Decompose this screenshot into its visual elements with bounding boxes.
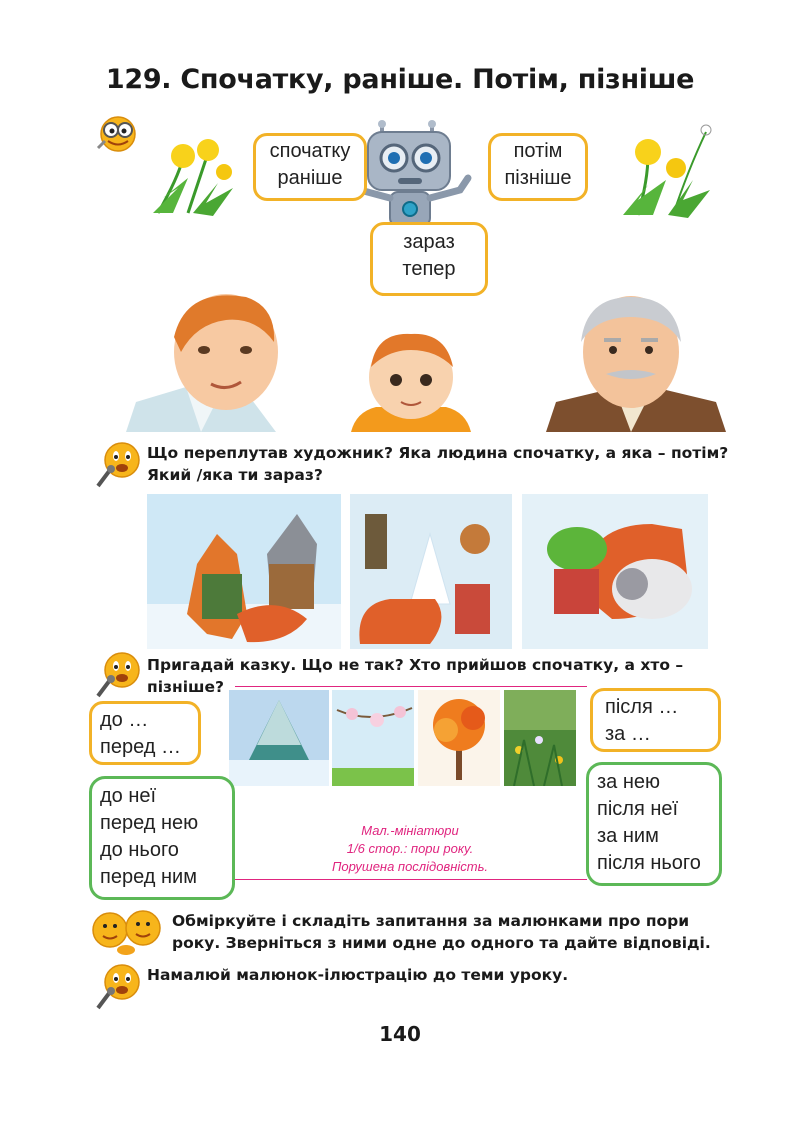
label-now-box	[370, 222, 488, 296]
after-phrase-2: після неї	[597, 798, 679, 820]
summer-image	[504, 690, 576, 786]
after-prepositions-box	[590, 688, 721, 752]
before-phrase-2: перед нею	[100, 812, 199, 834]
smiley-microphone-icon	[90, 650, 145, 700]
label-before-box	[253, 133, 367, 201]
before-phrase-3: до нього	[100, 839, 179, 861]
winter-image	[229, 690, 329, 786]
before-prepositions-line-1: до …	[100, 709, 149, 731]
fairy-tale-mitten-image	[350, 494, 512, 649]
after-prepositions-line-2: за …	[605, 723, 651, 745]
caption-line-2: 1/6 стор.: пори року.	[346, 841, 474, 856]
label-after-box	[488, 133, 588, 201]
caption-line-3: Порушена послідовність.	[331, 859, 489, 874]
page-number: 140	[379, 1022, 421, 1046]
smiley-microphone-icon	[90, 440, 145, 490]
smiley-microphone-icon	[90, 962, 145, 1012]
label-after-word-1: потім	[513, 140, 563, 162]
page-title: 129. Спочатку, раніше. Потім, пізніше	[105, 64, 695, 95]
fairy-tale-frog-mouse-image	[522, 494, 708, 649]
question-1-line-2: Який /яка ти зараз?	[147, 466, 323, 484]
spring-image	[332, 690, 414, 786]
label-after-word-2: пізніше	[504, 167, 572, 189]
smiley-glasses-icon	[90, 114, 140, 154]
before-phrase-1: до неї	[100, 785, 157, 807]
dandelion-right-image	[618, 120, 718, 220]
before-phrase-4: перед ним	[100, 866, 197, 888]
label-now-word-2: тепер	[402, 258, 456, 280]
question-2-line-1: Пригадай казку. Що не так? Хто прийшов спочатку, а хто –	[147, 656, 684, 674]
before-prepositions-line-2: перед …	[100, 736, 181, 758]
task-3	[172, 910, 732, 954]
fairy-tale-fox-wolf-image	[147, 494, 341, 649]
young-man-image	[126, 294, 278, 432]
label-before-word-2: раніше	[277, 167, 343, 189]
after-phrases-box	[586, 762, 722, 886]
grandfather-image	[546, 296, 726, 432]
dandelion-left-image	[148, 128, 244, 218]
after-phrase-1: за нею	[597, 771, 661, 793]
pair-smileys-icon	[88, 906, 168, 956]
after-phrase-3: за ним	[597, 825, 659, 847]
miniatures-caption	[250, 822, 570, 876]
before-phrases-box	[89, 776, 235, 900]
before-prepositions-box	[89, 701, 201, 765]
task-4: Намалюй малюнок-ілюстрацію до теми уроку.	[147, 966, 569, 984]
label-now-word-1: зараз	[403, 231, 455, 253]
label-before-word-1: спочатку	[269, 140, 351, 162]
question-1	[147, 442, 767, 486]
task-3-line-2: року. Зверніться з ними одне до одного та дайте відповіді.	[172, 934, 711, 952]
people-illustration	[126, 292, 726, 432]
question-1-line-1: Що переплутав художник? Яка людина спочатку, а яка – потім?	[147, 444, 729, 462]
autumn-image	[418, 690, 500, 786]
after-prepositions-line-1: після …	[605, 696, 679, 718]
after-phrase-4: після нього	[597, 852, 701, 874]
caption-line-1: Мал.-мініатюри	[361, 823, 459, 838]
question-2-line-2: пізніше?	[147, 678, 225, 696]
boy-image	[351, 334, 471, 432]
task-3-line-1: Обміркуйте і складіть запитання за малюнками про пори	[172, 912, 690, 930]
